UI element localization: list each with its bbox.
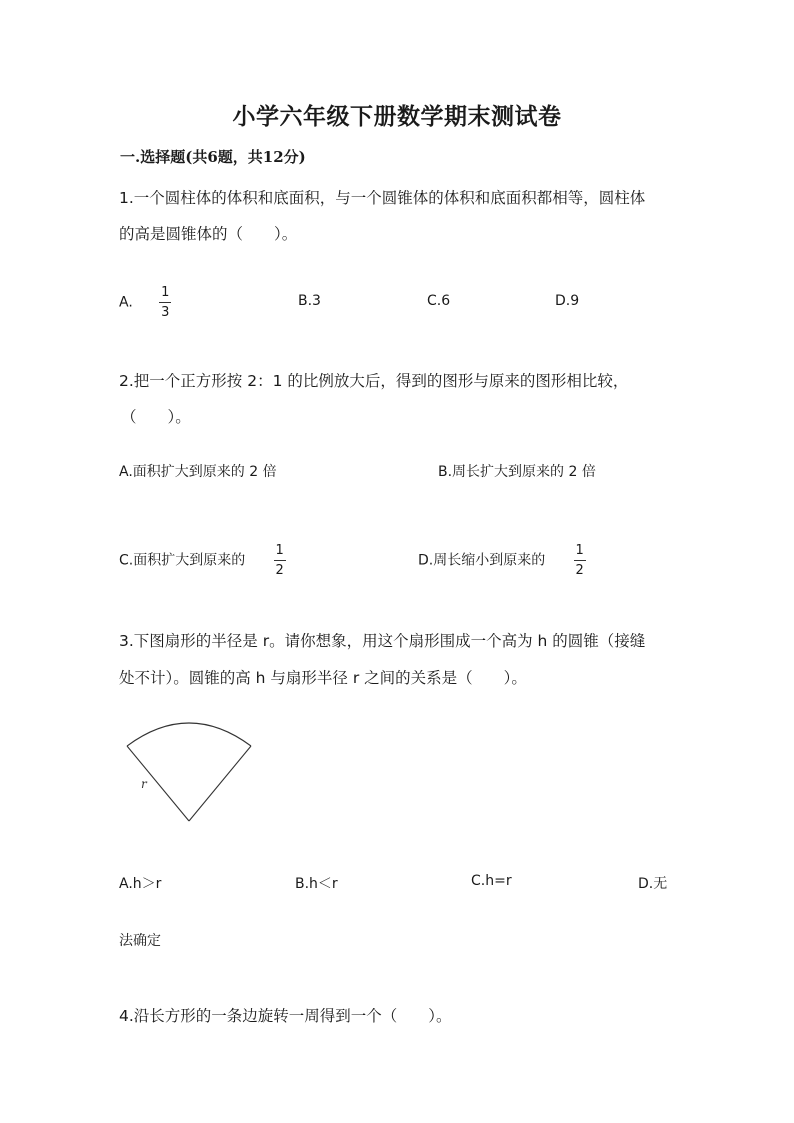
fraction-bar xyxy=(574,560,586,561)
question-1-line-1: 1.一个圆柱体的体积和底面积，与一个圆锥体的体积和底面积都相等，圆柱体 xyxy=(119,189,646,207)
question-3-line-1: 3.下图扇形的半径是 r。请你想象，用这个扇形围成一个高为 h 的圆锥（接缝 xyxy=(119,632,646,650)
radius-label: r xyxy=(141,777,147,791)
sector-radius-right xyxy=(189,746,251,821)
question-2-line-2: （ ）。 xyxy=(121,408,191,426)
question-2-line-1: 2.把一个正方形按 2：1 的比例放大后，得到的图形与原来的图形相比较， xyxy=(119,372,629,390)
question-2-option-c[interactable] xyxy=(119,544,286,577)
question-4-line-1: 4.沿长方形的一条边旋转一周得到一个（ ）。 xyxy=(119,1007,452,1025)
question-2-option-b[interactable]: B.周长扩大到原来的 2 倍 xyxy=(438,464,596,480)
fraction-numerator: 1 xyxy=(275,543,284,558)
question-3-option-c[interactable]: C.h=r xyxy=(471,873,512,889)
option-c-label: C.面积扩大到原来的 xyxy=(119,552,246,569)
fraction-one-half xyxy=(274,544,286,577)
question-3-option-a[interactable]: A.h＞r xyxy=(119,876,162,892)
question-2-option-d[interactable] xyxy=(418,544,586,577)
sector-figure xyxy=(120,718,260,828)
question-3-option-b[interactable]: B.h＜r xyxy=(295,876,338,892)
question-3-option-d-continued[interactable]: 法确定 xyxy=(119,933,161,949)
fraction-one-third xyxy=(159,286,171,319)
fraction-denominator: 2 xyxy=(575,563,584,578)
question-1-option-a[interactable] xyxy=(119,286,171,319)
sector-radius-left xyxy=(127,746,189,821)
question-1-option-c[interactable]: C.6 xyxy=(427,293,451,309)
section-heading: 一.选择题(共6题，共12分) xyxy=(120,148,306,166)
fraction-numerator: 1 xyxy=(575,543,584,558)
page-title: 小学六年级下册数学期末测试卷 xyxy=(232,103,562,130)
option-d-label: D.周长缩小到原来的 xyxy=(418,552,546,569)
option-a-label: A. xyxy=(119,294,133,311)
fraction-denominator: 2 xyxy=(275,563,284,578)
fraction-bar xyxy=(159,302,171,303)
question-3-line-2: 处不计）。圆锥的高 h 与扇形半径 r 之间的关系是（ ）。 xyxy=(119,669,527,687)
question-3-option-d[interactable]: D.无 xyxy=(638,876,668,892)
fraction-bar xyxy=(274,560,286,561)
question-1-option-d[interactable]: D.9 xyxy=(555,293,580,309)
question-2-option-a[interactable]: A.面积扩大到原来的 2 倍 xyxy=(119,464,277,480)
fraction-numerator: 1 xyxy=(161,285,170,300)
question-1-option-b[interactable]: B.3 xyxy=(298,293,321,309)
fraction-one-half xyxy=(574,544,586,577)
sector-arc xyxy=(127,723,251,746)
fraction-denominator: 3 xyxy=(161,305,170,320)
question-1-line-2: 的高是圆锥体的（ ）。 xyxy=(119,225,298,243)
